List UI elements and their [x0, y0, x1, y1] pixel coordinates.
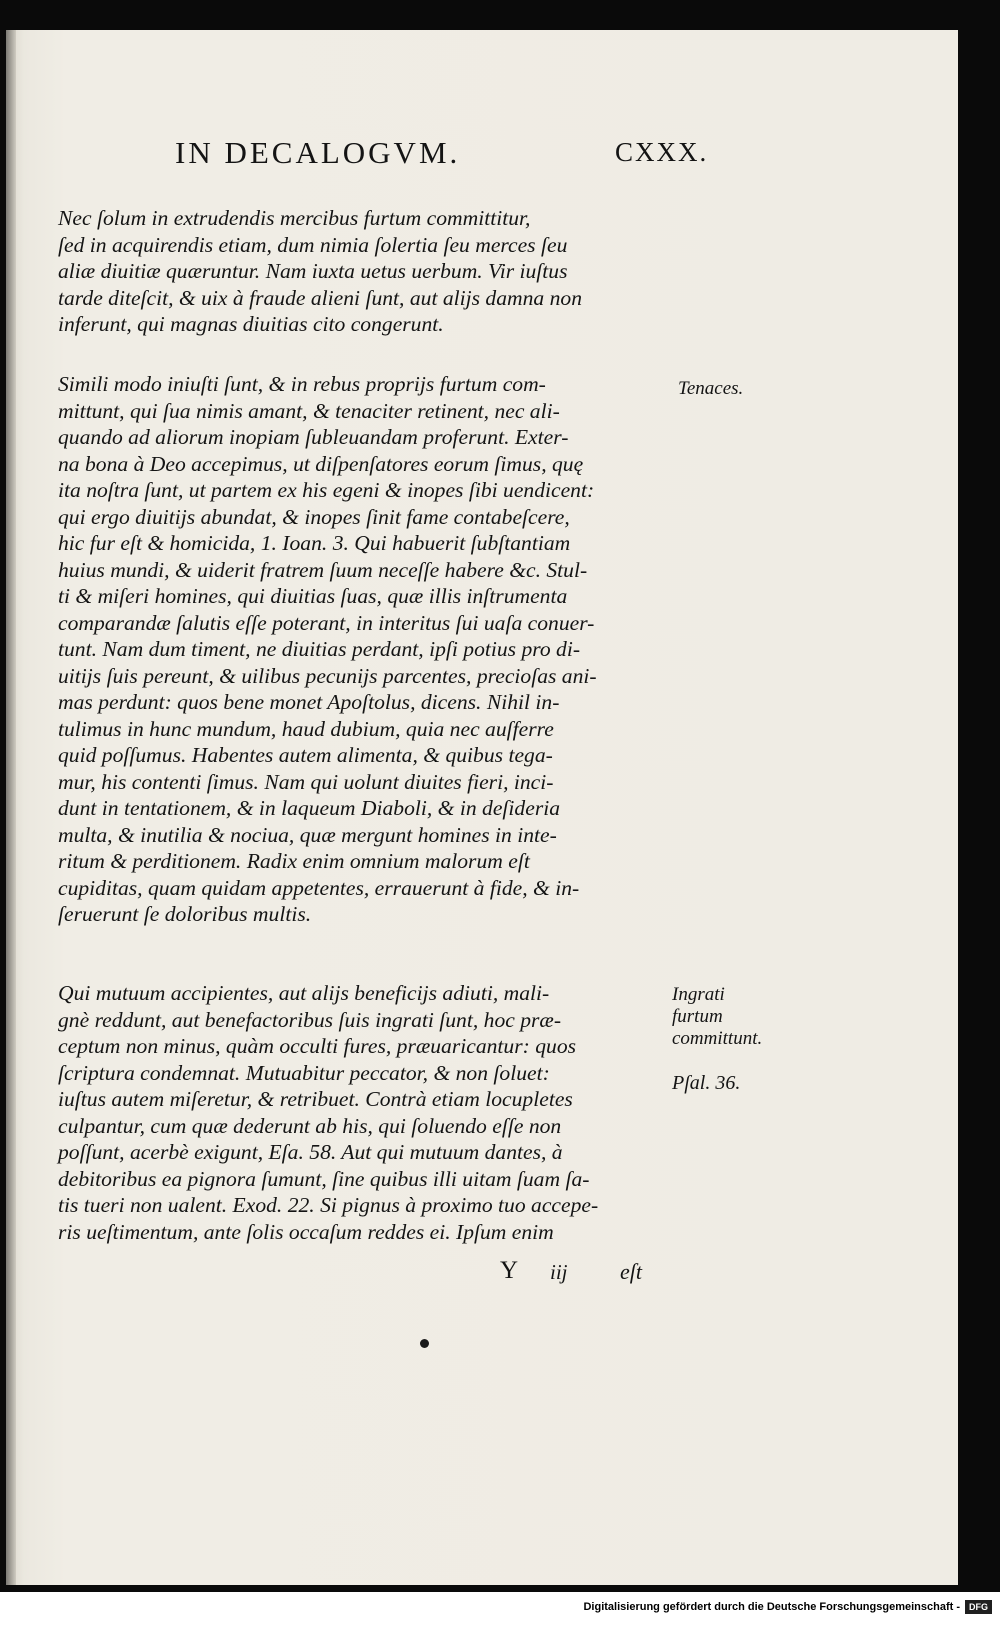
text-line: inferunt, qui magnas diuitias cito congerunt. — [58, 312, 444, 336]
text-line: comparandæ ſalutis eſſe poterant, in interitus ſui uaſa conuer- — [58, 610, 595, 635]
margin-note-tenaces: Tenaces. — [678, 378, 744, 399]
text-line: huius mundi, & uiderit fratrem ſuum neceſſe habere &c. Stul- — [58, 557, 588, 582]
text-line: ſcriptura condemnat. Mutuabitur peccator, & non ſoluet: — [58, 1060, 550, 1085]
text-line: Nec ſolum in extrudendis mercibus furtum committitur, — [58, 206, 531, 230]
text-line: mittunt, qui ſua nimis amant, & tenaciter retinent, nec ali- — [58, 398, 560, 423]
text-line: ritum & perditionem. Radix enim omnium malorum eſt — [58, 849, 530, 873]
paragraph-3 — [58, 980, 666, 1245]
text-line: ceptum non minus, quàm occulti fures, præuaricantur: quos — [58, 1034, 577, 1058]
text-line: tulimus in hunc mundum, haud dubium, quia nec auſferre — [58, 716, 554, 741]
folio-number: CXXX. — [615, 137, 709, 167]
text-line: tis tueri non ualent. Exod. 22. Si pignus à proximo tuo accepe- — [58, 1193, 599, 1217]
text-line: hic fur eſt & homicida, 1. Ioan. 3. Qui habuerit ſubſtantiam — [58, 531, 571, 555]
margin-note-line: committunt. — [672, 1028, 763, 1049]
text-line: na bona à Deo accepimus, ut diſpenſatores eorum ſimus, quę — [58, 451, 584, 476]
text-line: poſſunt, acerbè exigunt, Eſa. 58. Aut qui mutuum dantes, à — [58, 1140, 563, 1164]
text-line: uitijs ſuis pereunt, & uilibus pecunijs parcentes, precioſas ani- — [58, 663, 597, 688]
text-line: dunt in tentationem, & in laqueum Diaboli, & in deſideria — [58, 796, 561, 820]
text-line: ſed in acquirendis etiam, dum nimia ſolertia ſeu merces ſeu — [58, 232, 568, 257]
text-line: mur, his contenti ſimus. Nam qui uolunt diuites fieri, inci- — [58, 769, 554, 794]
text-line: debitoribus ea pignora ſumunt, ſine quibus illi uitam ſuam ſa- — [58, 1166, 590, 1191]
text-line: tarde diteſcit, & uix à fraude alieni ſunt, aut alijs damna non — [58, 285, 583, 310]
text-line: gnè reddunt, aut benefactoribus ſuis ingrati ſunt, hoc præ- — [58, 1007, 562, 1032]
margin-note-line: Ingrati — [672, 984, 725, 1005]
catchword: eſt — [620, 1259, 642, 1284]
text-line: ris ueſtimentum, ante ſolis occaſum reddes ei. Ipſum enim — [58, 1219, 554, 1244]
text-line: quando ad aliorum inopiam ſubleuandam proferunt. Exter- — [58, 425, 569, 449]
dfg-logo: DFG — [965, 1600, 992, 1614]
text-line: iuſtus autem miſeretur, & retribuet. Contrà etiam locupletes — [58, 1087, 573, 1111]
text-line: culpantur, cum quæ dederunt ab his, qui ſoluendo eſſe non — [58, 1113, 562, 1138]
text-line: ſeruerunt ſe doloribus multis. — [58, 902, 312, 926]
margin-note-line: furtum — [672, 1006, 723, 1027]
footer-bar — [0, 1592, 1000, 1627]
page-binding-edge — [6, 30, 16, 1585]
running-header — [0, 135, 1000, 185]
paragraph-1 — [58, 205, 666, 338]
signature-number: iij — [550, 1260, 568, 1284]
text-line: mas perdunt: quos bene monet Apoſtolus, dicens. Nihil in- — [58, 690, 560, 714]
margin-note-psalm: Pſal. 36. — [672, 1072, 741, 1094]
ink-dot — [420, 1339, 429, 1348]
text-line: Qui mutuum accipientes, aut alijs beneficijs adiuti, mali- — [58, 981, 550, 1005]
text-line: qui ergo diuitijs abundat, & inopes ſinit fame contabeſcere, — [58, 504, 570, 529]
text-line: Simili modo iniuſti ſunt, & in rebus proprijs furtum com- — [58, 372, 546, 396]
text-line: cupiditas, quam quidam appetentes, errauerunt à fide, & in- — [58, 875, 580, 900]
funding-credit: Digitalisierung gefördert durch die Deutsche Forschungsgemeinschaft - — [583, 1601, 960, 1613]
text-line: tunt. Nam dum timent, ne diuitias perdant, ipſi potius pro di- — [58, 637, 581, 661]
text-line: ita noſtra ſunt, ut partem ex his egeni & inopes ſibi uendicent: — [58, 478, 595, 502]
text-line: multa, & inutilia & nociua, quæ mergunt homines in inte- — [58, 822, 557, 847]
running-title: IN DECALOGVM. — [175, 135, 461, 170]
paragraph-2 — [58, 371, 666, 928]
text-line: ti & miſeri homines, qui diuitias ſuas, quæ illis inſtrumenta — [58, 584, 568, 608]
margin-note-ingrati — [672, 984, 762, 1050]
text-line: aliæ diuitiæ quæruntur. Nam iuxta uetus uerbum. Vir iuſtus — [58, 259, 568, 283]
text-line: quid poſſumus. Habentes autem alimenta, & quibus tega- — [58, 743, 553, 767]
signature-mark: Y — [500, 1257, 519, 1284]
